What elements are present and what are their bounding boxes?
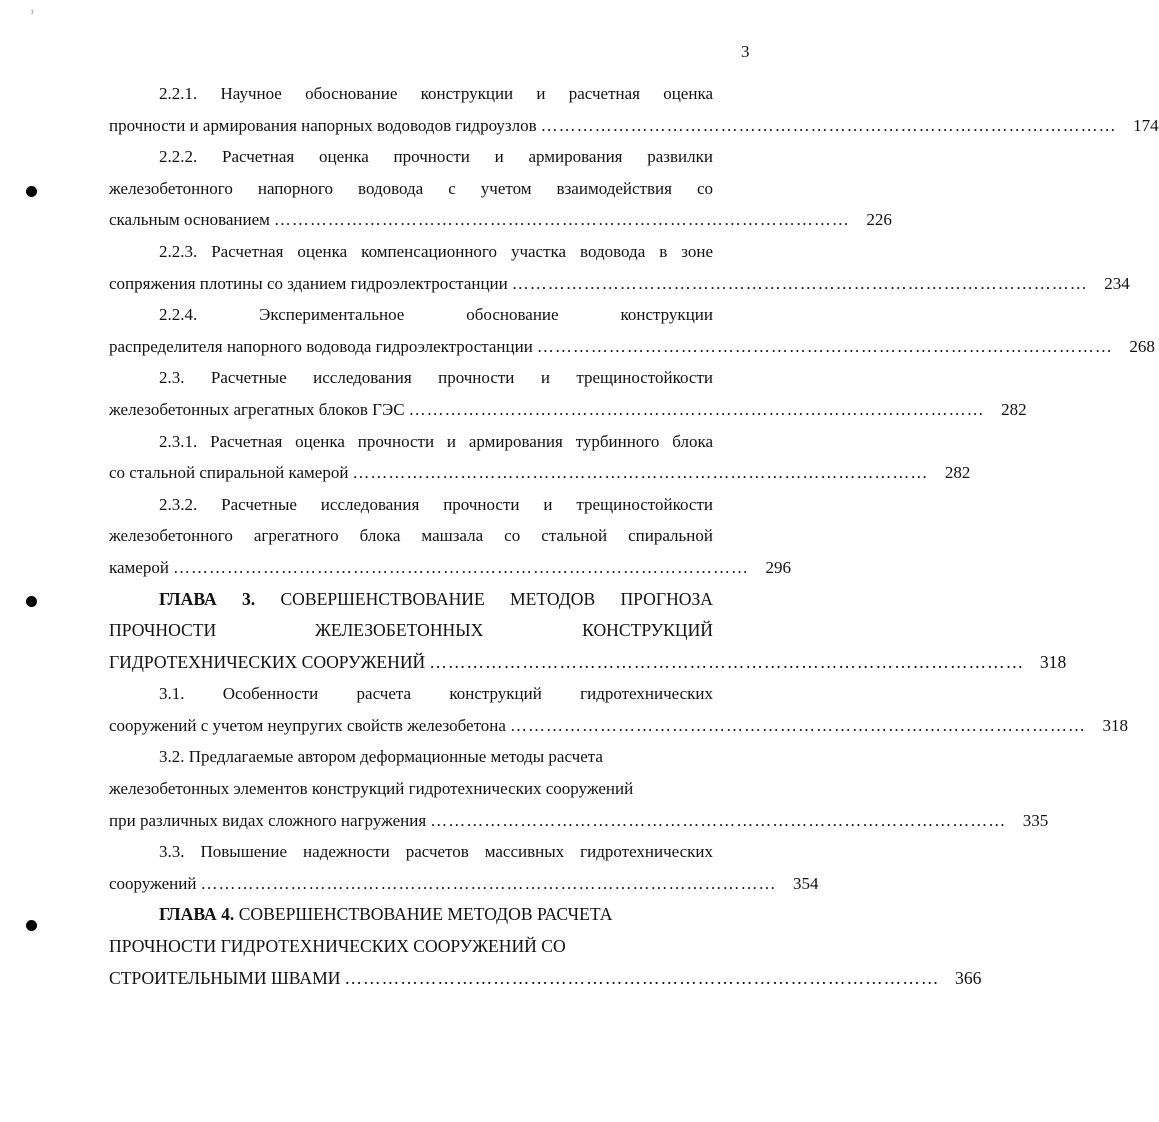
toc-entry-text: СОВЕРШЕНСТВОВАНИЕ МЕТОДОВ ПРОГНОЗА [280, 588, 713, 609]
toc-page-number: 318 [1102, 715, 1128, 735]
toc-page-number: 335 [1022, 810, 1049, 830]
toc-chapter-4[interactable] [109, 899, 982, 994]
toc-entry-text: железобетонного агрегатного блока машзала со стальной спиральной [109, 526, 713, 546]
dot-leader: …………………………………………………………………………………… [344, 967, 940, 988]
toc-entry-text: 2.2.1. Научное обоснование конструкции и расчетная оценка [159, 84, 713, 103]
toc-entry-text: 2.2.2. Расчетная оценка прочности и армирования развилки [159, 147, 713, 167]
toc-entry-text: скальным основанием [109, 210, 270, 230]
dot-leader: …………………………………………………………………………………… [408, 399, 985, 419]
toc-entry-2-2-3[interactable] [109, 236, 1130, 299]
toc-entry-text: 2.2.3. Расчетная оценка компенсационного участка водовода в зоне [159, 241, 713, 261]
toc-entry-text: сооружений [109, 873, 197, 893]
toc-page-number: 234 [1104, 273, 1130, 293]
toc-page-number: 296 [765, 557, 791, 577]
toc-entry-text: камерой [109, 557, 169, 577]
punch-hole [26, 920, 37, 931]
toc-entry-text: сопряжения плотины со зданием гидроэлектростанции [109, 273, 508, 293]
dot-leader: …………………………………………………………………………………… [172, 557, 749, 577]
punch-hole [26, 186, 37, 197]
toc-entry-text: железобетонных агрегатных блоков ГЭС [109, 399, 405, 419]
toc-page-number: 354 [792, 873, 819, 893]
toc-page-number: 366 [955, 967, 982, 988]
toc-entry-2-3-1[interactable] [109, 426, 971, 489]
toc-entry-text: 2.3.2. Расчетные исследования прочности и трещиностойкости [159, 494, 713, 514]
toc-entry-text: при различных видах сложного нагружения [109, 810, 427, 830]
toc-chapter-3[interactable] [109, 584, 1067, 679]
scan-mark: ˀ [31, 9, 34, 20]
dot-leader: …………………………………………………………………………………… [430, 810, 1007, 830]
toc-entry-3-2[interactable] [109, 741, 1049, 836]
dot-leader: …………………………………………………………………………………… [273, 210, 850, 230]
dot-leader: …………………………………………………………………………………… [540, 115, 1117, 135]
toc-entry-text: железобетонного напорного водовода с учетом взаимодействия со [109, 178, 713, 198]
toc-entry-text: ГИДРОТЕХНИЧЕСКИХ СООРУЖЕНИЙ [109, 651, 426, 672]
toc-entry-2-3-2[interactable] [109, 489, 791, 584]
toc-entry-text: ПРОЧНОСТИ ГИДРОТЕХНИЧЕСКИХ СООРУЖЕНИЙ СО [109, 936, 566, 957]
toc-entry-text: прочности и армирования напорных водоводов гидроузлов [109, 115, 537, 135]
toc-entry-text: со стальной спиральной камерой [109, 463, 349, 483]
dot-leader: …………………………………………………………………………………… [511, 273, 1088, 293]
toc-entry-text: сооружений с учетом неупругих свойств железобетона [109, 715, 506, 735]
toc-entry-text: 2.3. Расчетные исследования прочности и трещиностойкости [159, 368, 713, 388]
toc-entry-text: железобетонных элементов конструкций гидротехнических сооружений [109, 779, 634, 799]
chapter-label: ГЛАВА 4. [159, 904, 235, 925]
dot-leader: …………………………………………………………………………………… [352, 463, 929, 483]
toc-entry-2-2-4[interactable] [109, 299, 1155, 362]
dot-leader: …………………………………………………………………………………… [536, 336, 1113, 356]
page-number: 3 [741, 42, 750, 61]
toc-entry-text: 3.3. Повышение надежности расчетов массивных гидротехнических [159, 842, 713, 862]
dot-leader: …………………………………………………………………………………… [429, 651, 1025, 672]
toc-page-number: 282 [1001, 399, 1027, 419]
chapter-label: ГЛАВА 3. [159, 588, 256, 609]
toc-entry-text: СОВЕРШЕНСТВОВАНИЕ МЕТОДОВ РАСЧЕТА [238, 904, 613, 925]
punch-hole [26, 596, 37, 607]
toc-entry-3-3[interactable] [109, 836, 819, 899]
dot-leader: …………………………………………………………………………………… [200, 873, 777, 893]
toc-entry-text: 2.3.1. Расчетная оценка прочности и армирования турбинного блока [159, 431, 713, 451]
table-of-contents [109, 78, 1159, 994]
toc-entry-2-3[interactable] [109, 362, 1027, 425]
toc-page-number: 282 [944, 463, 971, 483]
toc-entry-text: распределителя напорного водовода гидроэлектростанции [109, 336, 533, 356]
toc-entry-2-2-1[interactable] [109, 78, 1159, 141]
toc-entry-2-2-2[interactable] [109, 141, 892, 236]
toc-page-number: 226 [866, 210, 892, 230]
toc-entry-text: ПРОЧНОСТИ ЖЕЛЕЗОБЕТОННЫХ КОНСТРУКЦИЙ [109, 620, 713, 641]
toc-entry-text: 3.2. Предлагаемые автором деформационные методы расчета [159, 747, 603, 767]
toc-page-number: 318 [1039, 651, 1067, 672]
toc-entry-3-1[interactable] [109, 678, 1128, 741]
toc-page-number: 268 [1129, 336, 1155, 356]
toc-entry-text: 3.1. Особенности расчета конструкций гидротехнических [159, 684, 713, 704]
toc-entry-text: СТРОИТЕЛЬНЫМИ ШВАМИ [109, 967, 341, 988]
toc-entry-text: 2.2.4. Экспериментальное обоснование конструкции [159, 305, 713, 325]
dot-leader: …………………………………………………………………………………… [509, 715, 1086, 735]
toc-page-number: 174 [1133, 115, 1159, 135]
